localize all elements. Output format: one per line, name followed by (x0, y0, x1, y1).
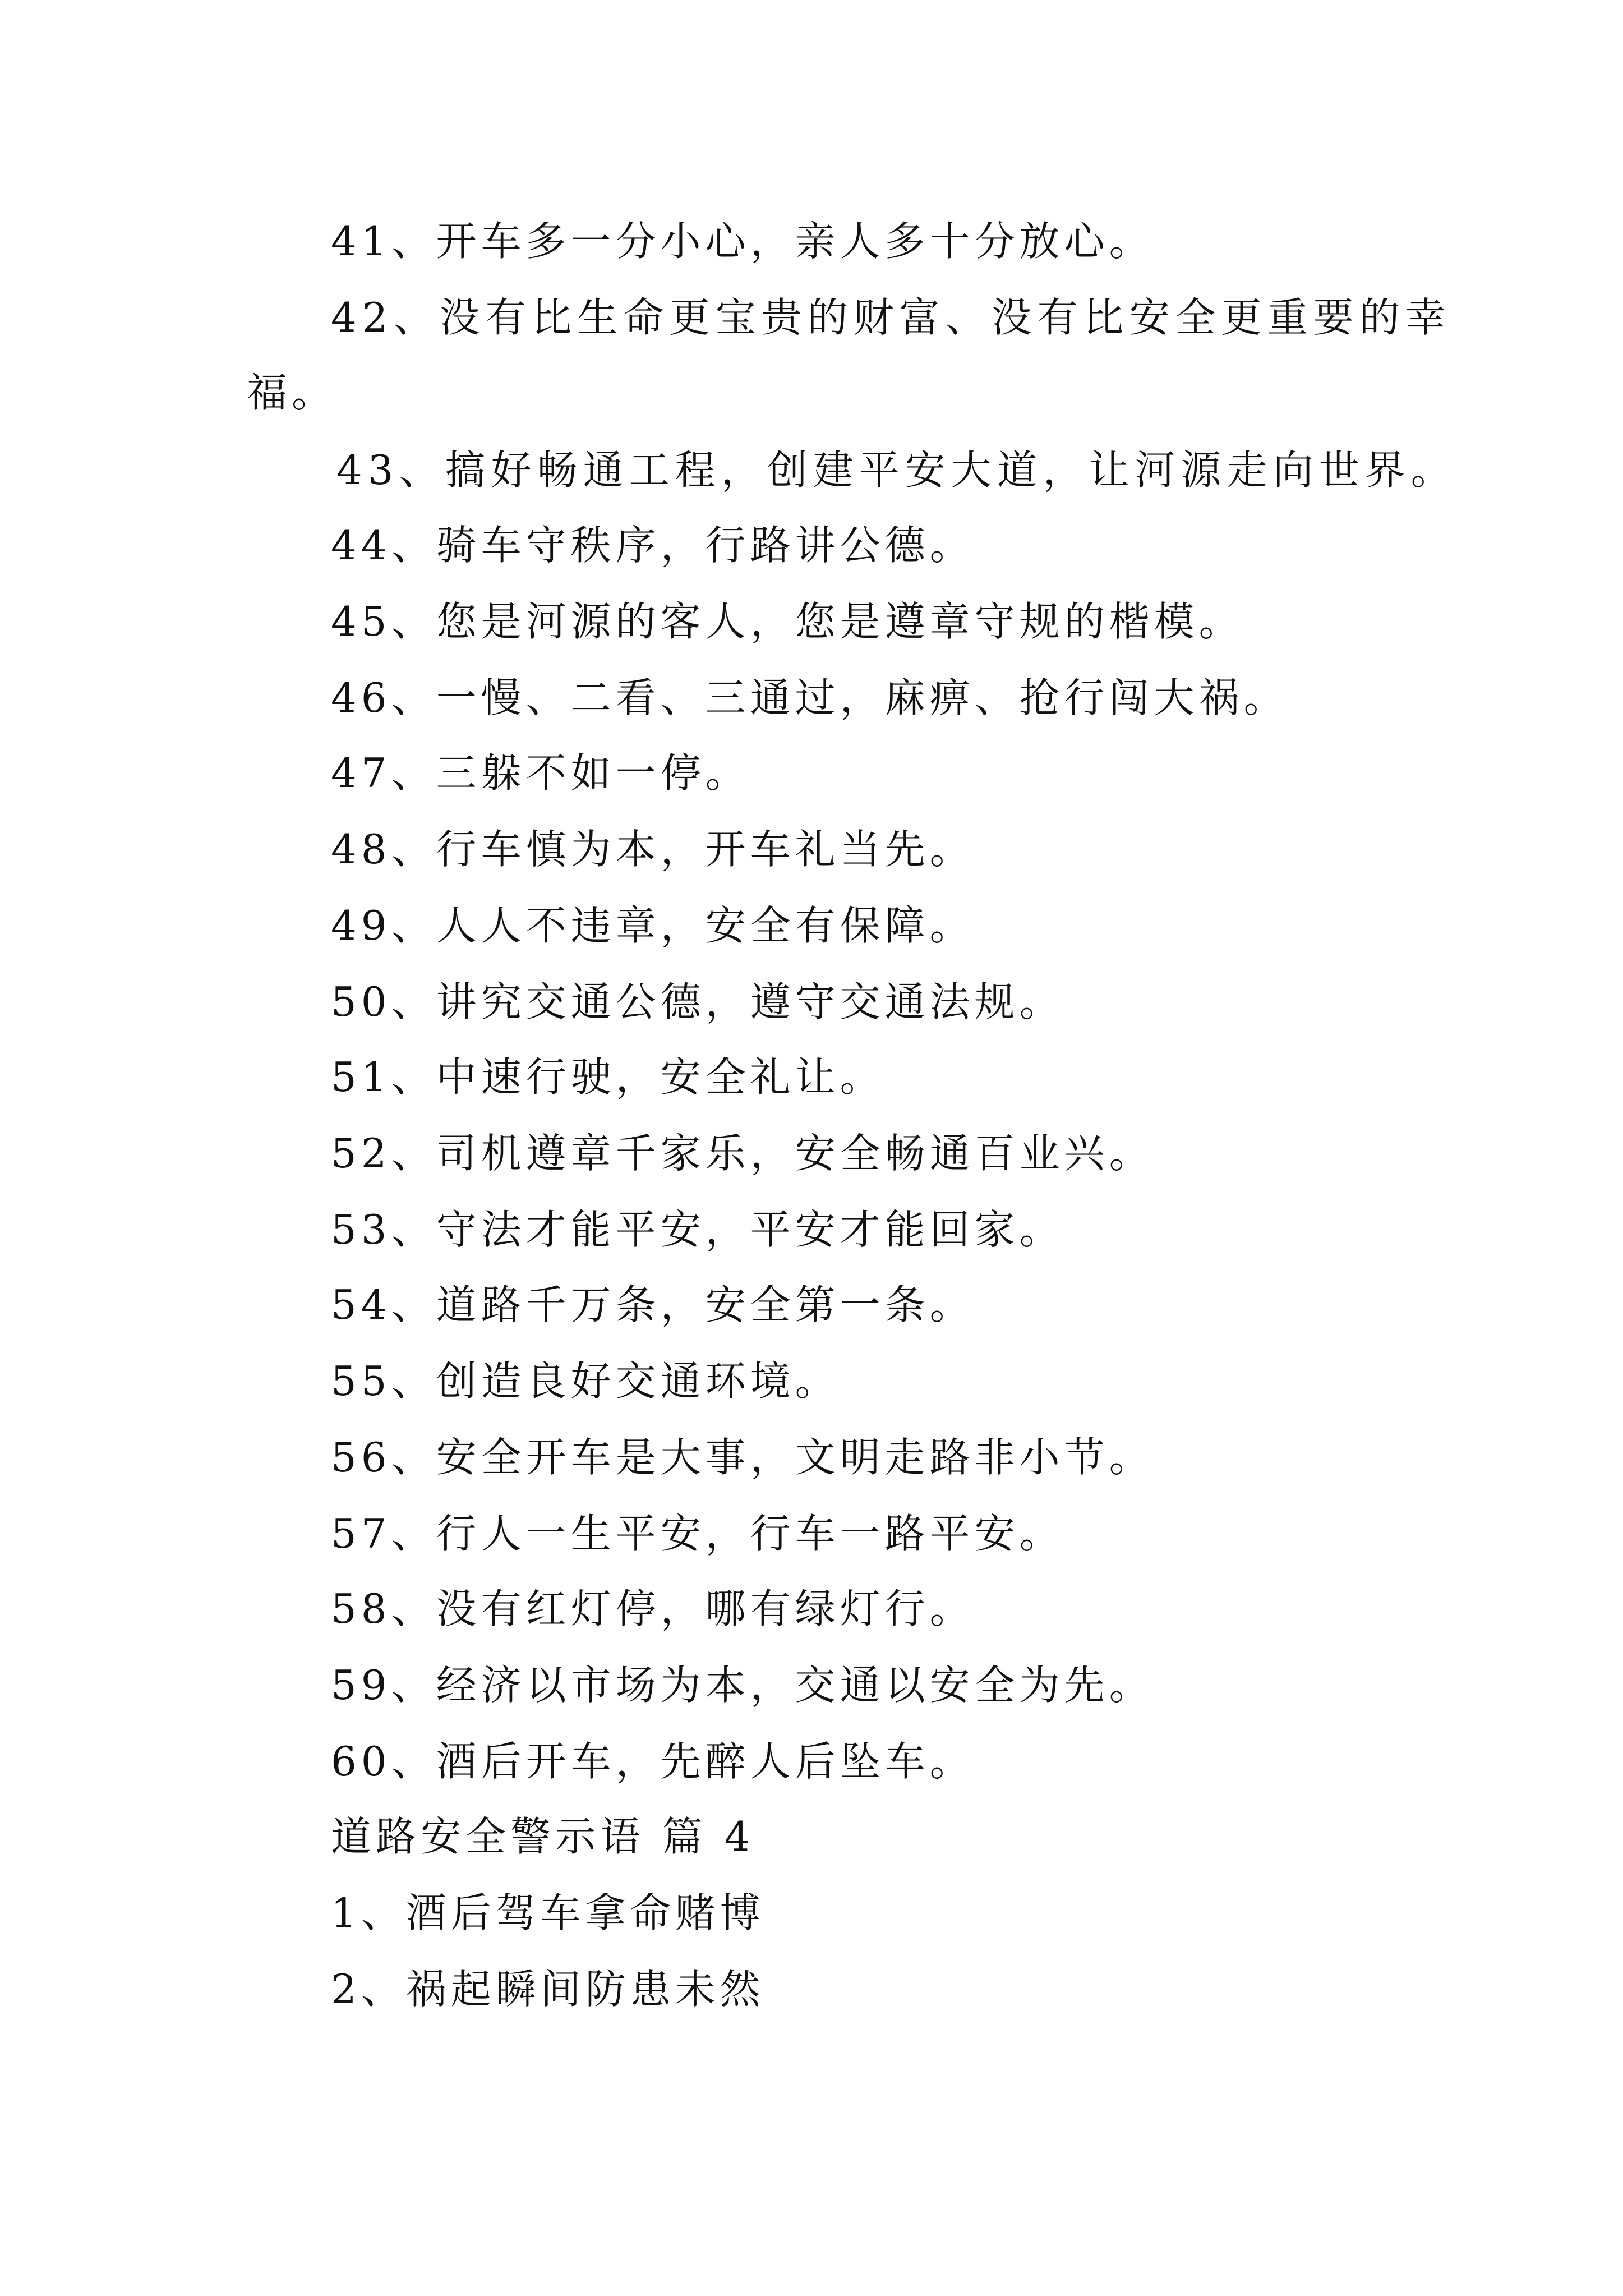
slogan-60: 60、酒后开车，先醉人后坠车。 (331, 1738, 975, 1785)
slogan-47: 47、三躲不如一停。 (331, 749, 750, 797)
slogan-43: 43、搞好畅通工程，创建平安大道，让河源走向世界。 (336, 447, 1457, 494)
slogan-42: 42、没有比生命更宝贵的财富、没有比安全更重要的幸 (331, 294, 1451, 341)
slogan-54: 54、道路千万条，安全第一条。 (331, 1281, 975, 1328)
slogan-57: 57、行人一生平安，行车一路平安。 (331, 1510, 1064, 1557)
slogan-51: 51、中速行驶，安全礼让。 (331, 1053, 885, 1101)
slogan-41: 41、开车多一分小心，亲人多十分放心。 (331, 218, 1154, 265)
slogan-45: 45、您是河源的客人，您是遵章守规的楷模。 (331, 598, 1244, 645)
slogan-1: 1、酒后驾车拿命赌博 (331, 1889, 765, 1936)
slogan-49: 49、人人不违章，安全有保障。 (331, 902, 975, 949)
slogan-53: 53、守法才能平安，平安才能回家。 (331, 1206, 1064, 1253)
slogan-2: 2、祸起瞬间防患未然 (331, 1966, 765, 2013)
slogan-46: 46、一慢、二看、三通过，麻痹、抢行闯大祸。 (331, 674, 1289, 721)
section-heading: 道路安全警示语 篇 4 (331, 1813, 755, 1860)
slogan-58: 58、没有红灯停，哪有绿灯行。 (331, 1585, 975, 1632)
slogan-50: 50、讲究交通公德，遵守交通法规。 (331, 978, 1064, 1025)
slogan-42-continuation: 福。 (247, 369, 337, 416)
slogan-56: 56、安全开车是大事，文明走路非小节。 (331, 1434, 1154, 1481)
slogan-59: 59、经济以市场为本，交通以安全为先。 (331, 1662, 1154, 1709)
slogan-48: 48、行车慎为本，开车礼当先。 (331, 826, 975, 873)
slogan-44: 44、骑车守秩序，行路讲公德。 (331, 522, 975, 569)
slogan-55: 55、创造良好交通环境。 (331, 1358, 840, 1405)
slogan-52: 52、司机遵章千家乐，安全畅通百业兴。 (331, 1130, 1154, 1177)
